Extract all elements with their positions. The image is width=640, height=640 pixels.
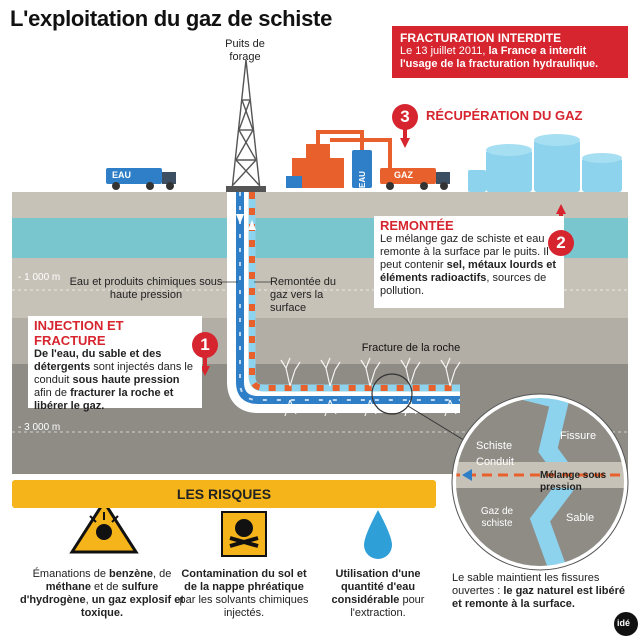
zoom-schiste-label: Schiste xyxy=(476,440,513,452)
water-truck-label: EAU xyxy=(112,170,132,180)
gas-truck-icon xyxy=(380,168,450,190)
ban-alert-text: Le 13 juillet 2011, la France a interdit l'usage de la fracturation hydraulique. xyxy=(400,45,599,70)
risk-water-usage: Utilisation d'une quantité d'eau considérable pour l'extraction. xyxy=(331,568,425,619)
step3-title: RÉCUPÉRATION DU GAZ xyxy=(426,108,583,123)
gas-truck-label: GAZ xyxy=(394,170,413,180)
water-chem-label: Eau et produits chimiques sous haute pression xyxy=(69,276,223,301)
tank-label: EAU xyxy=(357,171,367,188)
zoom-fissure-label: Fissure xyxy=(560,430,597,442)
step1-number: 1 xyxy=(192,332,218,358)
fracture-label: Fracture de la roche xyxy=(361,342,461,354)
risk-contamination: Contamination du sol et de la nappe phréatique par les solvants chimiques injectés. xyxy=(179,568,309,619)
explosive-hazard-icon xyxy=(72,502,136,552)
step2-text: Le mélange gaz de schiste et eau remonte à la surface par le puits. Il peut contenir sel, métaux lourds et éléments radioactifs, sources de pollution. xyxy=(380,233,557,297)
step3-number: 3 xyxy=(392,104,418,130)
drilling-rig-icon xyxy=(232,60,260,190)
risks-heading: LES RISQUES xyxy=(12,480,436,508)
step2-box xyxy=(374,216,564,308)
page-title: L'exploitation du gaz de schiste xyxy=(10,6,333,31)
storage-tanks-icon xyxy=(468,134,622,192)
step1-box xyxy=(28,316,202,412)
step2-title: REMONTÉE xyxy=(380,218,454,233)
gas-rise-label: Remontée du gaz vers la surface xyxy=(270,276,337,314)
ban-alert-heading: FRACTURATION INTERDITE xyxy=(400,31,562,45)
topsoil-layer xyxy=(12,192,628,218)
zoom-conduit-label: Conduit xyxy=(476,456,514,468)
step1-text: De l'eau, du sable et des détergents sont injectés dans le conduit sous haute pression afin de fracturer la roche et libérer le gaz. xyxy=(34,348,193,412)
step3-arrow-icon xyxy=(400,138,410,148)
step2-number: 2 xyxy=(548,230,574,256)
step1-title: INJECTION ET FRACTURE xyxy=(34,318,124,348)
risk-emissions: Émanations de benzène, de méthane et de sulfure d'hydrogène, un gaz explosif et toxique. xyxy=(20,568,184,619)
logo-text: idé xyxy=(617,618,631,628)
zoom-sable-label: Sable xyxy=(566,512,595,524)
zoom-gaz-label: Gaz de schiste xyxy=(480,506,514,529)
depth-1000: - 1 000 m xyxy=(18,272,61,283)
water-drop-icon xyxy=(364,510,392,559)
well-label: Puits de forage xyxy=(225,38,265,63)
toxic-hazard-icon xyxy=(222,512,266,556)
zoom-melange-label: Mélange sous pression xyxy=(540,470,607,493)
zoom-caption: Le sable maintient les fissures ouvertes : le gaz naturel est libéré et remonte à la surface. xyxy=(452,572,626,610)
rig-base xyxy=(226,186,266,192)
processing-plant-icon xyxy=(286,132,390,188)
depth-3000: - 3 000 m xyxy=(18,422,61,433)
